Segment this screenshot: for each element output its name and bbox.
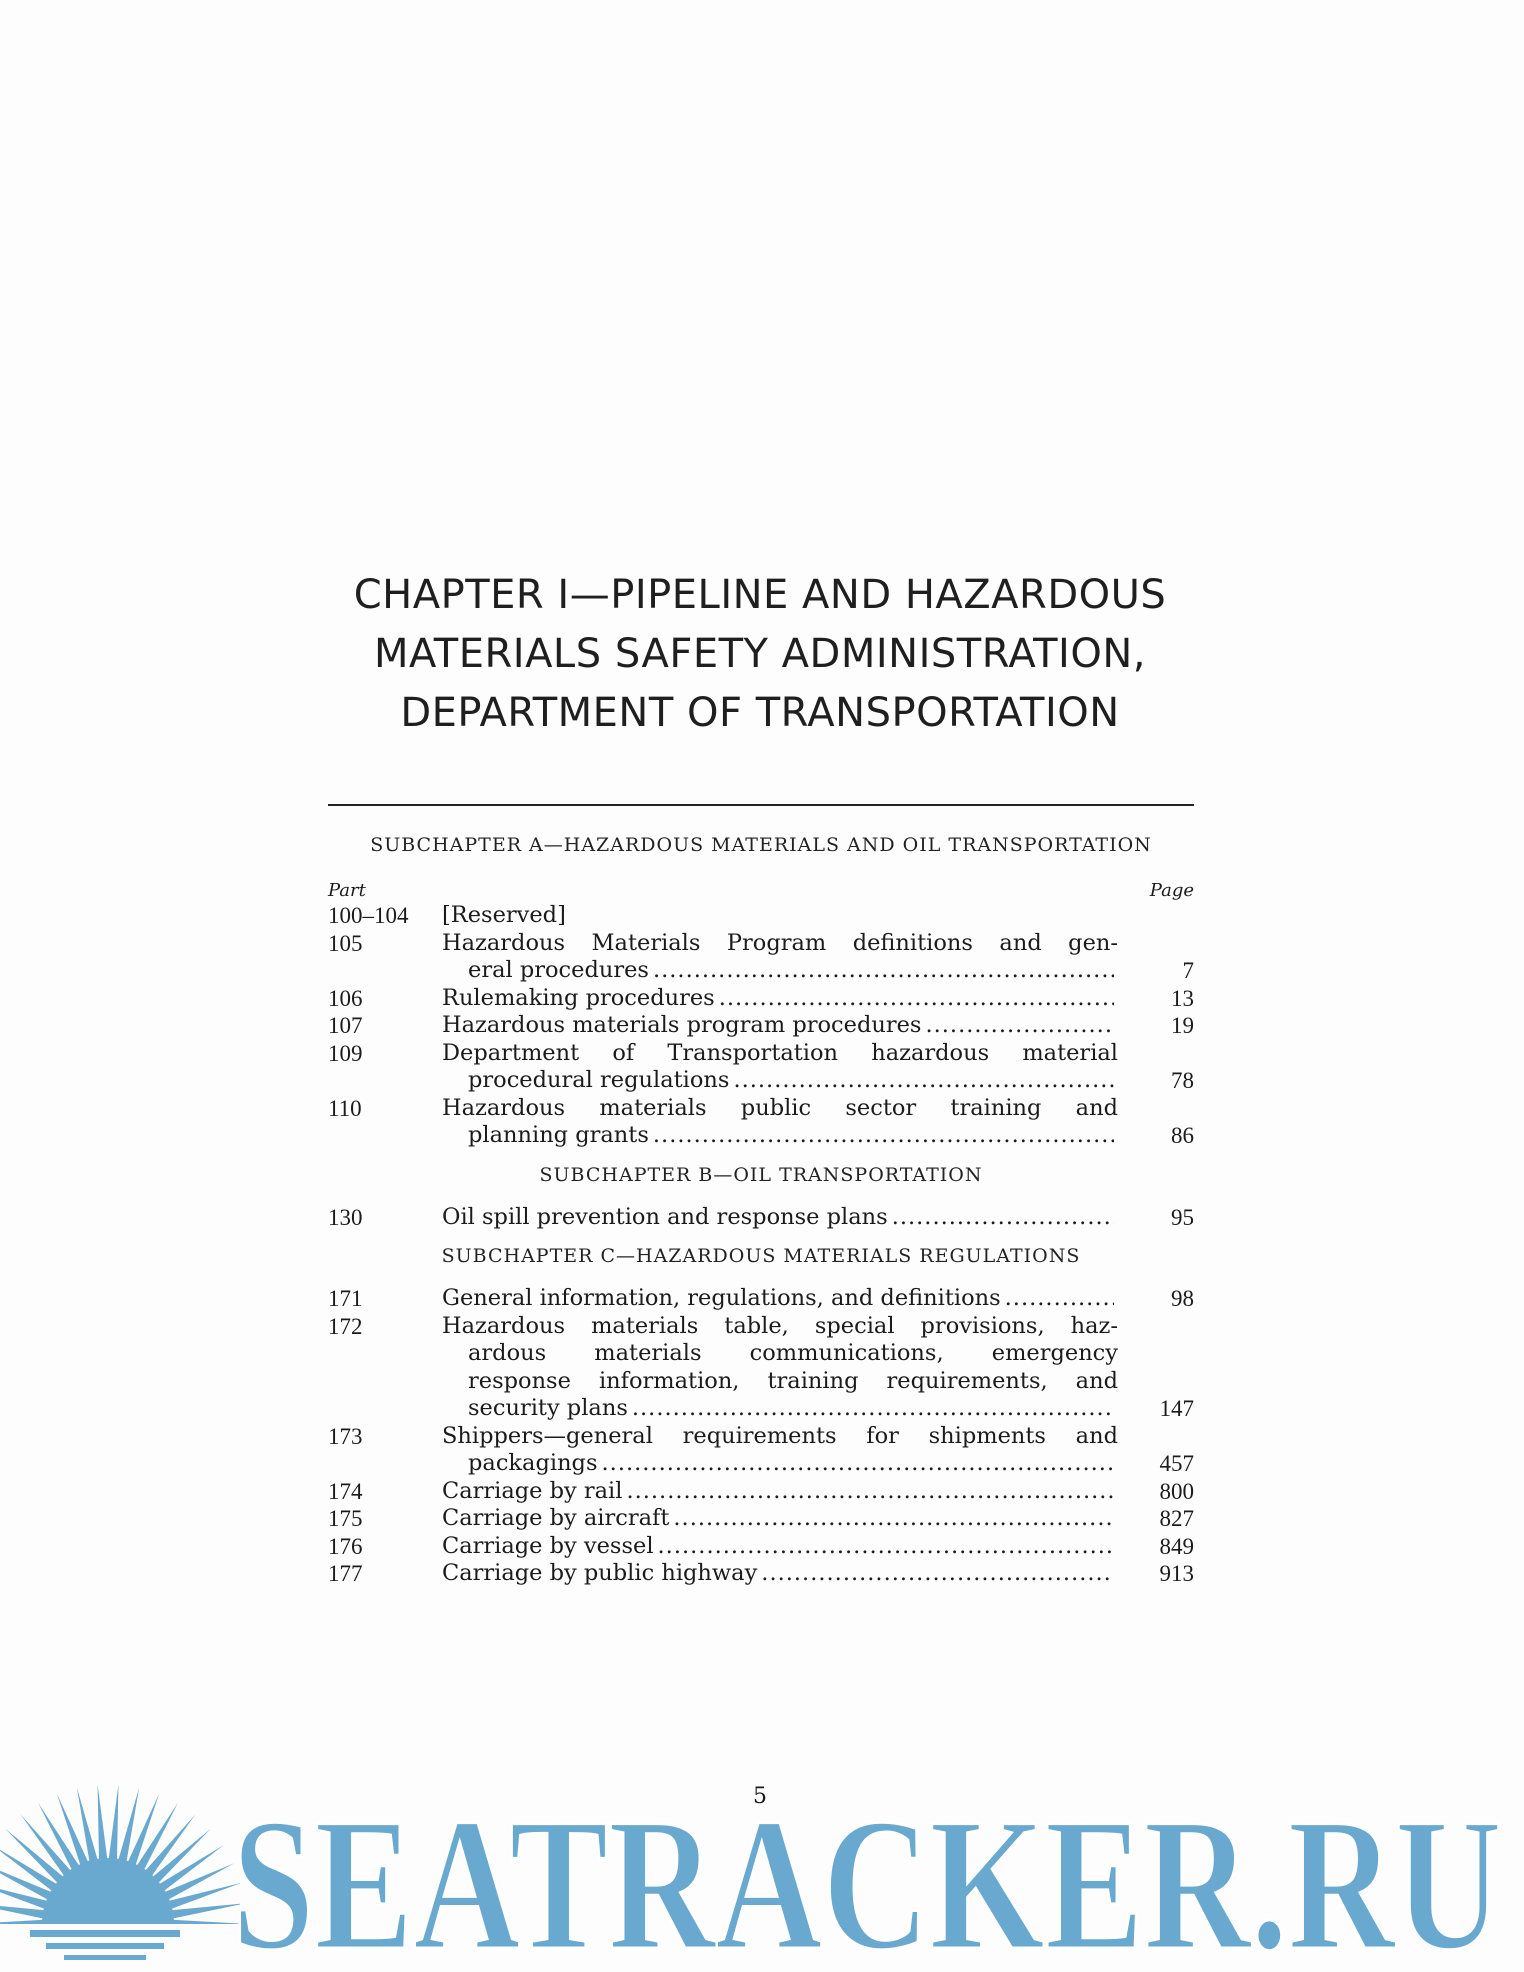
toc-entry[interactable]	[328, 1505, 1194, 1533]
part-number: 130	[328, 1204, 363, 1230]
entry-title: Shippers—general requirements for shipments and	[442, 1422, 1118, 1449]
toc-entry[interactable]	[328, 902, 1194, 930]
part-number: 110	[328, 1095, 362, 1121]
toc-entry[interactable]	[328, 930, 1194, 985]
part-number: 106	[328, 985, 363, 1011]
leader-dots	[658, 1533, 1114, 1561]
sun-ray	[108, 1784, 118, 1862]
watermark-text: SEATRACKER.RU	[232, 1780, 1502, 1972]
watermark-logo	[0, 1744, 1524, 1972]
chapter-title-line-2: MATERIALS SAFETY ADMINISTRATION,	[374, 631, 1146, 677]
leader-dots	[632, 1395, 1114, 1423]
sun-icon	[0, 1784, 248, 1972]
page-number: 147	[1159, 1396, 1194, 1421]
entry-title: Hazardous Materials Program definitions and gen-	[442, 929, 1118, 956]
chapter-title-line-3: DEPARTMENT OF TRANSPORTATION	[400, 690, 1120, 736]
part-number: 109	[328, 1040, 363, 1066]
entry-title: Oil spill prevention and response plans	[442, 1203, 888, 1230]
leader-dots	[653, 957, 1114, 985]
page-number: 7	[1182, 958, 1194, 983]
page-footer-number: 5	[753, 1784, 767, 1809]
entry-title: Rulemaking procedures	[442, 984, 715, 1011]
toc-entry[interactable]	[328, 1040, 1194, 1095]
part-column-label: Part	[328, 880, 366, 901]
toc-entry[interactable]	[328, 985, 1194, 1013]
part-number: 107	[328, 1013, 363, 1038]
part-number: 175	[328, 1506, 363, 1531]
page-number: 457	[1159, 1451, 1194, 1476]
part-number: 172	[328, 1313, 363, 1339]
leader-dots	[673, 1505, 1114, 1533]
toc-entry[interactable]	[328, 1423, 1194, 1478]
entry-title-cont: eral procedures	[468, 957, 649, 983]
entry-title: General information, regulations, and definitions	[442, 1285, 1001, 1311]
entry-title: Hazardous materials program procedures	[442, 1012, 922, 1038]
part-number: 176	[328, 1533, 363, 1559]
leader-dots	[653, 1122, 1114, 1150]
toc-entry[interactable]	[328, 1533, 1194, 1561]
page-number: 800	[1159, 1478, 1194, 1504]
entry-title-cont: packagings	[468, 1450, 598, 1476]
part-number: 177	[328, 1561, 363, 1586]
toc-entry[interactable]	[328, 1478, 1194, 1506]
subchapter-c-heading: SUBCHAPTER C—HAZARDOUS MATERIALS REGULATIONS	[441, 1245, 1081, 1267]
chapter-title	[330, 566, 1190, 743]
part-number: 173	[328, 1423, 363, 1449]
toc-entry[interactable]	[328, 1285, 1194, 1313]
part-number: 100–104	[328, 903, 409, 928]
page-number: 827	[1159, 1506, 1194, 1531]
subchapter-a-heading: SUBCHAPTER A—HAZARDOUS MATERIALS AND OIL TRANSPORTATION	[370, 834, 1152, 856]
entry-title: Department of Transportation hazardous material	[442, 1039, 1118, 1066]
subchapter-b-heading: SUBCHAPTER B—OIL TRANSPORTATION	[539, 1163, 983, 1186]
entry-title-cont: ardous materials communications, emergency	[468, 1340, 1118, 1366]
page-number: 849	[1159, 1533, 1194, 1559]
toc-entry[interactable]	[328, 1313, 1194, 1423]
leader-dots	[733, 1067, 1114, 1095]
entry-title-cont: response information, training requirements, and	[468, 1367, 1118, 1394]
entry-title: Hazardous materials public sector training and	[442, 1094, 1118, 1121]
page-number: 78	[1171, 1068, 1194, 1093]
entry-title-cont: security plans	[468, 1395, 628, 1421]
entry-title: Carriage by rail	[442, 1477, 623, 1504]
column-headers	[328, 880, 1194, 902]
page-number: 19	[1171, 1013, 1194, 1038]
entry-title: Carriage by vessel	[442, 1532, 654, 1559]
sun-ray	[0, 1920, 46, 1929]
sun-ray	[98, 1784, 108, 1862]
toc-entry[interactable]	[328, 1204, 1194, 1232]
page-number: 86	[1171, 1123, 1194, 1148]
page-number: 13	[1171, 985, 1194, 1011]
page-column-label: Page	[1149, 880, 1194, 901]
title-rule	[328, 804, 1194, 806]
leader-dots	[626, 1478, 1114, 1506]
entry-title: Carriage by public highway	[442, 1560, 758, 1586]
toc-entry[interactable]	[328, 1095, 1194, 1150]
toc-entry[interactable]	[328, 1012, 1194, 1040]
toc-entry[interactable]	[328, 1560, 1194, 1588]
entry-title: [Reserved]	[442, 902, 566, 928]
leader-dots	[1005, 1285, 1114, 1313]
page-number: 98	[1171, 1286, 1194, 1311]
chapter-title-line-1: CHAPTER I—PIPELINE AND HAZARDOUS	[353, 572, 1167, 618]
entry-title: Hazardous materials table, special provisions, haz-	[442, 1312, 1118, 1339]
page-number: 95	[1171, 1204, 1194, 1230]
part-number: 174	[328, 1478, 363, 1504]
leader-dots	[761, 1560, 1114, 1588]
entry-title: Carriage by aircraft	[442, 1505, 670, 1531]
leader-dots	[892, 1204, 1114, 1232]
entry-title-cont: planning grants	[468, 1122, 649, 1148]
leader-dots	[719, 985, 1114, 1013]
leader-dots	[925, 1012, 1114, 1040]
table-of-contents	[328, 832, 1194, 1588]
page-number: 913	[1159, 1561, 1194, 1586]
part-number: 105	[328, 930, 363, 956]
entry-title-cont: procedural regulations	[468, 1067, 730, 1093]
leader-dots	[602, 1450, 1114, 1478]
part-number: 171	[328, 1286, 363, 1311]
